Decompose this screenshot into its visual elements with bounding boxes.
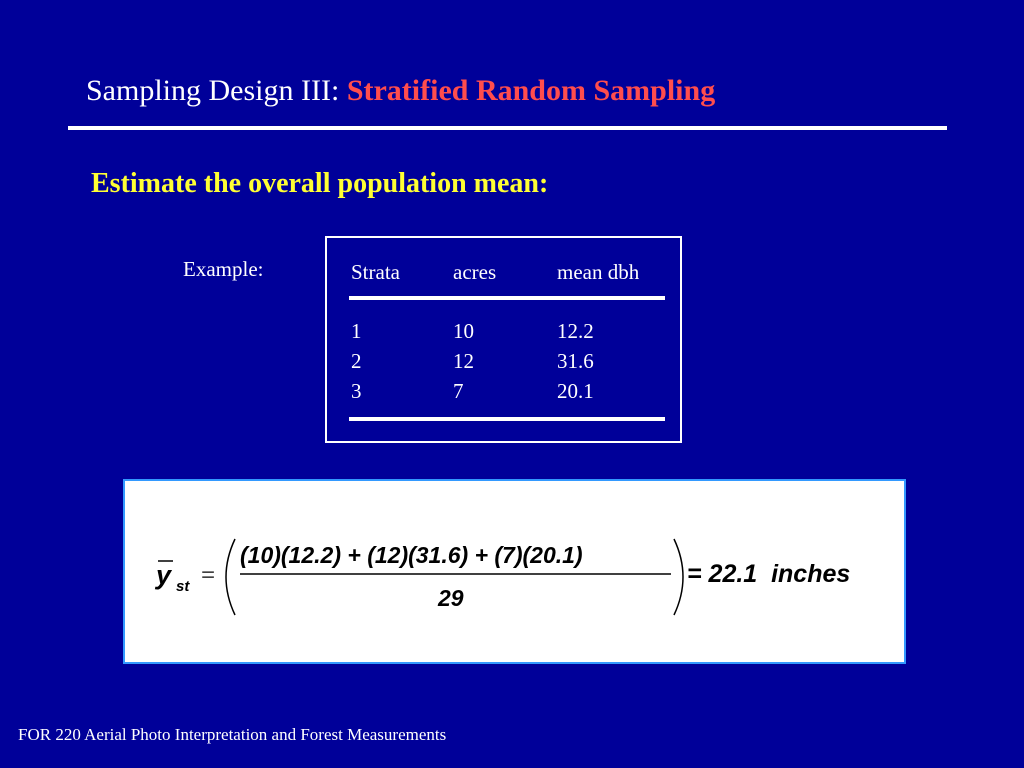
table-cell: 2 bbox=[351, 349, 362, 373]
table-cell: 1 bbox=[351, 319, 362, 343]
title-divider bbox=[68, 126, 947, 130]
equals-sign: = bbox=[201, 562, 216, 589]
slide-subtitle: Estimate the overall population mean: bbox=[91, 168, 549, 199]
table-cell: 10 bbox=[453, 319, 474, 343]
title-prefix: Sampling Design III: bbox=[86, 74, 347, 107]
table-header-rule bbox=[349, 296, 665, 300]
left-paren bbox=[226, 539, 235, 615]
table-cell: 3 bbox=[351, 379, 362, 403]
denominator: 29 bbox=[438, 585, 464, 611]
result: = 22.1 inches bbox=[687, 560, 851, 588]
table-cell: 12.2 bbox=[557, 319, 594, 343]
table-footer-rule bbox=[349, 417, 665, 421]
table-cell: 7 bbox=[453, 379, 464, 403]
formula-box bbox=[123, 479, 906, 664]
formula-graphic bbox=[125, 481, 904, 662]
example-label: Example: bbox=[183, 257, 264, 281]
header-mean-dbh: mean dbh bbox=[557, 260, 640, 284]
strata-table bbox=[325, 236, 682, 443]
slide-title bbox=[86, 74, 715, 108]
table-cell: 20.1 bbox=[557, 379, 594, 403]
header-acres: acres bbox=[453, 260, 497, 284]
table-cell: 12 bbox=[453, 349, 474, 373]
numerator: (10)(12.2) + (12)(31.6) + (7)(20.1) bbox=[240, 542, 583, 568]
footer-course-title: FOR 220 Aerial Photo Interpretation and Forest Measurements bbox=[18, 725, 447, 744]
lhs-subscript: st bbox=[176, 578, 190, 595]
right-paren bbox=[674, 539, 683, 615]
title-highlight: Stratified Random Sampling bbox=[346, 74, 716, 107]
table-cell: 31.6 bbox=[557, 349, 594, 373]
lhs-variable: y bbox=[156, 560, 172, 590]
header-strata: Strata bbox=[351, 260, 400, 284]
